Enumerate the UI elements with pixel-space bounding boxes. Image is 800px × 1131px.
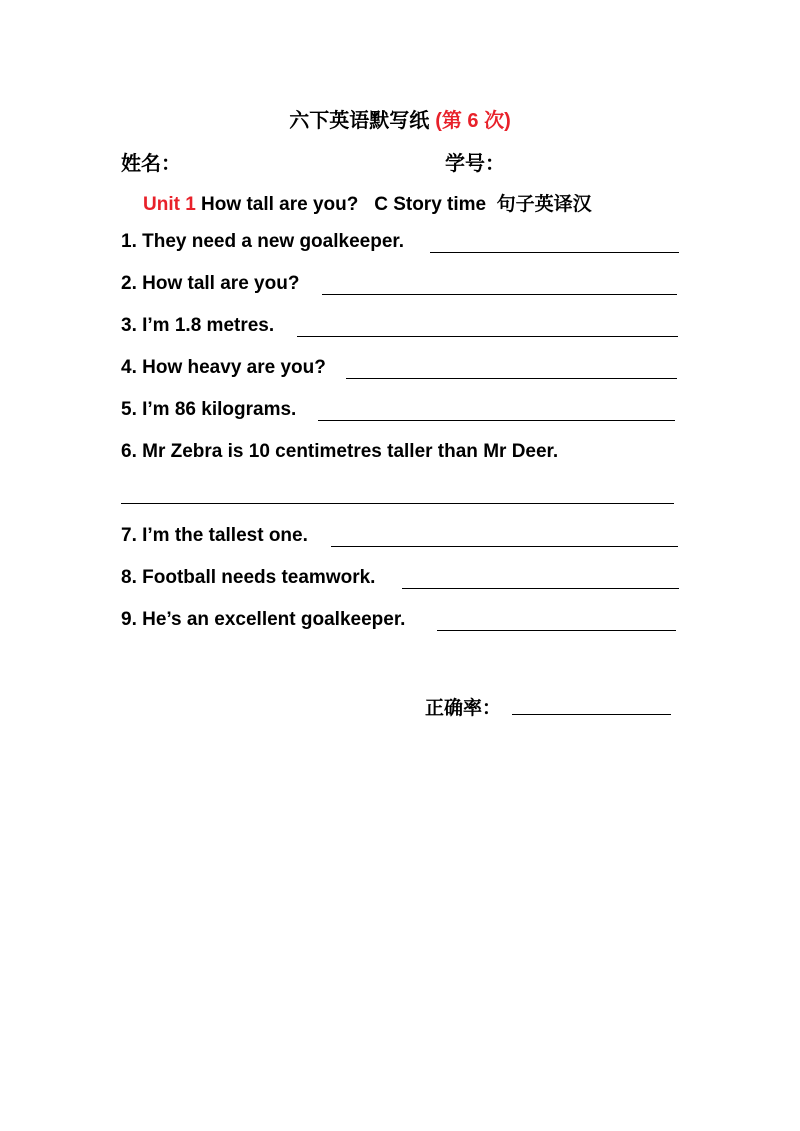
answer-line-6[interactable] bbox=[121, 503, 674, 504]
question-1: 1. They need a new goalkeeper. bbox=[121, 231, 405, 252]
student-id-label: 学号： bbox=[445, 153, 505, 175]
question-3: 3. I’m 1.8 metres. bbox=[121, 315, 275, 336]
title-number: (第 6 次) bbox=[435, 110, 511, 132]
title-main: 六下英语默写纸 bbox=[289, 110, 430, 132]
accuracy-label: 正确率： bbox=[425, 698, 502, 719]
unit-description: How tall are you? C Story time 句子英译汉 bbox=[195, 194, 592, 215]
question-7: 7. I’m the tallest one. bbox=[121, 525, 308, 546]
question-8: 8. Football needs teamwork. bbox=[121, 567, 376, 588]
answer-line-2[interactable] bbox=[322, 294, 677, 295]
answer-line-9[interactable] bbox=[437, 630, 676, 631]
accuracy-answer-line[interactable] bbox=[512, 714, 671, 715]
answer-line-4[interactable] bbox=[346, 378, 677, 379]
question-2: 2. How tall are you? bbox=[121, 273, 300, 294]
worksheet-title bbox=[0, 104, 800, 133]
question-5: 5. I’m 86 kilograms. bbox=[121, 399, 297, 420]
question-9: 9. He’s an excellent goalkeeper. bbox=[121, 609, 406, 630]
answer-line-3[interactable] bbox=[297, 336, 678, 337]
question-4: 4. How heavy are you? bbox=[121, 357, 326, 378]
unit-label: Unit 1 bbox=[143, 194, 196, 215]
answer-line-7[interactable] bbox=[331, 546, 678, 547]
unit-heading bbox=[143, 189, 592, 216]
name-label: 姓名： bbox=[121, 153, 181, 175]
question-6: 6. Mr Zebra is 10 centimetres taller than Mr Deer. bbox=[121, 441, 559, 462]
answer-line-8[interactable] bbox=[402, 588, 679, 589]
answer-line-1[interactable] bbox=[430, 252, 679, 253]
answer-line-5[interactable] bbox=[318, 420, 675, 421]
